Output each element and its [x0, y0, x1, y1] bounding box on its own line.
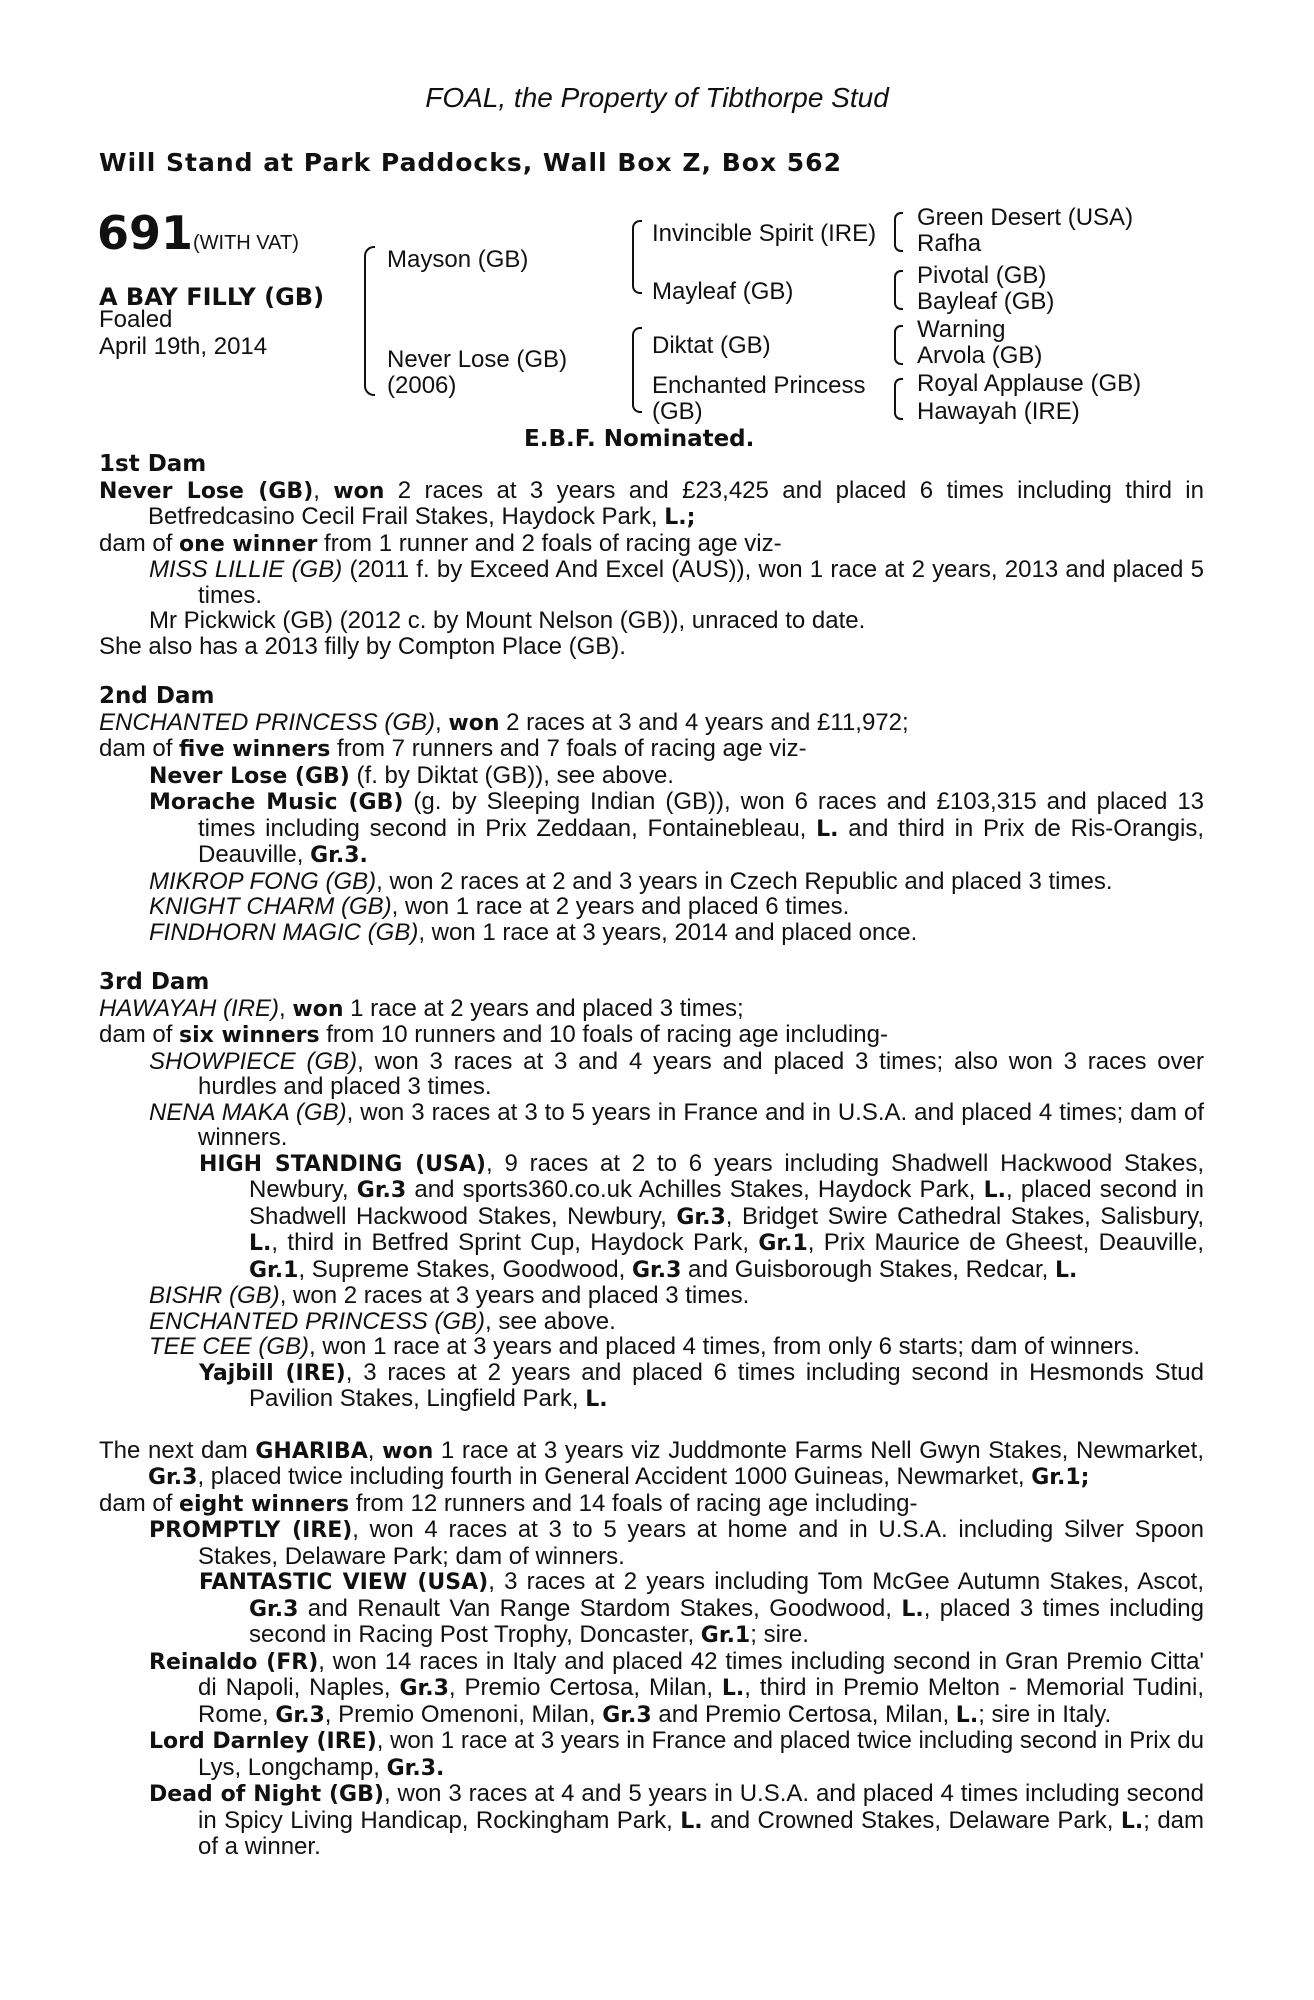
pedigree-sdd: Bayleaf (GB) [917, 288, 1055, 315]
pedigree-dsd: Arvola (GB) [917, 342, 1043, 369]
page-title: FOAL, the Property of Tibthorpe Stud [425, 82, 889, 113]
won-label: won [292, 996, 344, 1022]
horse-record: , won 3 races at 3 to 5 years in France and in U.S.A. and placed 4 times; dam of winners. [198, 1098, 1204, 1151]
horse-record: and Crowned Stakes, Delaware Park, [702, 1806, 1121, 1834]
next-dam-record: The next dam GHARIBA, won 1 race at 3 years viz Juddmonte Farms Nell Gwyn Stakes, Newmarket, Gr.3, placed twice including fourth in General Accident 1000 Guineas, Newmarket, Gr.1; [99, 1436, 1204, 1490]
won-label: won [448, 710, 500, 736]
dd-brace [894, 378, 903, 420]
won-label: won [382, 1438, 434, 1464]
foaled-label: Foaled [99, 306, 173, 333]
pedigree-dds: Royal Applause (GB) [917, 370, 1142, 397]
grade: Gr.1 [758, 1231, 808, 1256]
section-gap [99, 659, 1204, 684]
foal-record: (2011 f. by Exceed And Excel (AUS)), won 1 race at 2 years, 2013 and placed 5 times. [198, 556, 1204, 609]
pedigree-sire-dam: Mayleaf (GB) [652, 278, 794, 305]
record-text: 1 race at 2 years and placed 3 times; [343, 994, 744, 1022]
grade: L. [585, 1387, 608, 1412]
second-dam-produce [99, 736, 1204, 763]
produce-entry [99, 1283, 1204, 1309]
grade: Gr.3 [148, 1465, 198, 1490]
first-dam-heading: 1st Dam [99, 451, 207, 477]
produce-entry [99, 920, 1204, 946]
grade: L. [955, 1702, 979, 1728]
horse-record: , won 3 races at 3 and 4 years and placed 3 times; also won 3 races over hurdles and placed 3 times. [198, 1047, 1204, 1100]
first-dam-foal [99, 557, 1204, 608]
dam-brace [632, 327, 642, 413]
grade: L. [249, 1231, 272, 1256]
pedigree-sire-sire: Invincible Spirit (IRE) [652, 220, 877, 247]
horse-record: , 3 races at 2 years and placed 6 times including second in Hesmonds Stud Pavilion Stakes, Lingfield Park, [249, 1358, 1205, 1412]
horse-record: (f. by Diktat (GB)), see above. [349, 761, 674, 789]
grade: Gr.3. [386, 1755, 445, 1781]
grade: L. [1054, 1257, 1078, 1283]
section-gap [99, 945, 1204, 970]
horse-record: , won 14 races in Italy and placed 42 times including second in Gran Premio Citta' di Napoli, Naples, [198, 1647, 1205, 1701]
second-dam-name: ENCHANTED PRINCESS (GB) [99, 708, 436, 736]
horse-record: and Renault Van Range Stardom Stakes, Goodwood, [298, 1594, 902, 1622]
pedigree-sss: Green Desert (USA) [917, 204, 1134, 231]
grade: Gr.3 [356, 1178, 407, 1203]
horse-name: ENCHANTED PRINCESS (GB) [149, 1307, 486, 1335]
produce-count: eight winners [179, 1491, 350, 1517]
horse-record: , Bridget Swire Cathedral Stakes, Salisbury, [725, 1202, 1204, 1230]
horse-record: , won 4 races at 3 to 5 years at home and in U.S.A. including Silver Spoon Stakes, Delaware Park; dam of winners. [198, 1516, 1204, 1570]
grade: L. [816, 816, 839, 842]
stand-location: Will Stand at Park Paddocks, Wall Box Z, Box 562 [99, 148, 842, 177]
produce-count: one winner [179, 531, 318, 557]
grade: Gr.1 [700, 1623, 751, 1648]
produce-text: dam of [99, 1489, 180, 1517]
horse-record: , won 1 race at 3 years in France and placed twice including second in Prix du Lys, Longchamp, [198, 1727, 1204, 1781]
second-dam-record: ENCHANTED PRINCESS (GB), won 2 races at 3 and 4 years and £11,972; [99, 708, 909, 736]
third-dam-name: HAWAYAH (IRE) [99, 994, 280, 1022]
grade: Gr.3 [399, 1676, 449, 1701]
horse-record: , Premio Omenoni, Milan, [324, 1700, 603, 1728]
first-dam-record-text: 2 races at 3 years and £23,425 and placed 6 times including third in Betfredcasino Cecil Frail Stakes, Haydock Park, [148, 476, 1204, 530]
vat-note: (WITH VAT) [193, 232, 299, 254]
grade: Gr.3 [275, 1702, 325, 1728]
horse-record: , Prix Maurice de Gheest, Deauville, [807, 1229, 1204, 1256]
foal-name: MISS LILLIE (GB) [149, 556, 343, 583]
produce-count: six winners [179, 1023, 320, 1048]
ss-brace [894, 212, 903, 252]
pedigree-brace-lower [364, 331, 375, 396]
horse-record: , third in Premio Melton - Memorial Tudini, Rome, [198, 1674, 1204, 1728]
grade: L. [901, 1596, 924, 1622]
produce-text: from 7 runners and 7 foals of racing age viz- [330, 735, 807, 762]
pedigree-sds: Pivotal (GB) [917, 262, 1047, 289]
horse-record: , won 2 races at 2 and 3 years in Czech Republic and placed 3 times. [376, 867, 1113, 895]
produce-text: dam of [99, 529, 180, 557]
pedigree-ssd: Rafha [917, 230, 982, 257]
first-dam-also: She also has a 2013 filly by Compton Place (GB). [99, 632, 626, 660]
produce-entry [99, 1781, 1204, 1860]
produce-entry [99, 1569, 1204, 1649]
record-text: , placed twice including fourth in General Accident 1000 Guineas, Newmarket, [197, 1463, 1032, 1490]
section-gap [99, 1413, 1204, 1438]
pedigree-dam-dam: Enchanted Princess [652, 372, 866, 399]
produce-text: from 12 runners and 14 foals of racing age including- [349, 1489, 918, 1517]
horse-name: Dead of Night (GB) [149, 1782, 384, 1807]
horse-record: and Premio Certosa, Milan, [651, 1700, 956, 1728]
grade: Gr.3 [249, 1596, 299, 1622]
horse-record: and third in Prix de Ris-Orangis, Deauville, [198, 814, 1204, 868]
produce-entry [99, 1309, 1204, 1335]
pedigree-dam-sire: Diktat (GB) [652, 332, 771, 359]
horse-name: Morache Music (GB) [149, 790, 404, 815]
horse-name: PROMPTLY (IRE) [149, 1518, 353, 1543]
record-text: 2 races at 3 and 4 years and £11,972; [499, 708, 909, 736]
third-dam-record: HAWAYAH (IRE), won 1 race at 2 years and placed 3 times; [99, 994, 744, 1022]
horse-record: , Premio Certosa, Milan, [448, 1674, 722, 1701]
horse-name: MIKROP FONG (GB) [149, 867, 377, 895]
pedigree-ddd: Hawayah (IRE) [917, 398, 1080, 425]
produce-text: dam of [99, 735, 180, 762]
produce-entry [99, 1649, 1204, 1729]
horse-name: Reinaldo (FR) [149, 1649, 319, 1675]
produce-count: five winners [179, 737, 331, 762]
horse-record: , won 2 races at 3 years and placed 3 times. [279, 1282, 750, 1309]
second-dam-heading: 2nd Dam [99, 683, 215, 709]
next-dam-name: GHARIBA [255, 1438, 368, 1464]
sd-brace [894, 270, 903, 310]
next-dam-produce [99, 1491, 1204, 1518]
horse-record: , won 3 races at 4 and 5 years in U.S.A. and placed 4 times including second in Spicy Living Handicap, Rockingham Park, [198, 1780, 1204, 1834]
grade: L. [1120, 1808, 1144, 1834]
next-dam-intro: The next dam [99, 1436, 256, 1464]
produce-entry [99, 1728, 1204, 1781]
horse-name: FINDHORN MAGIC (GB) [149, 918, 419, 946]
produce-entry [99, 1360, 1204, 1413]
grade: L.; [664, 505, 696, 530]
horse-record: , 9 races at 2 to 6 years including Shadwell Hackwood Stakes, Newbury, [249, 1149, 1205, 1203]
produce-entry [99, 763, 1204, 790]
won-label: won [333, 478, 385, 504]
pedigree-dam: Never Lose (GB) [387, 346, 568, 373]
produce-entry [99, 789, 1204, 869]
horse-record: ; dam of a winner. [198, 1806, 1205, 1860]
grade: Gr.1 [249, 1257, 299, 1283]
horse-record: , won 1 race at 3 years and placed 4 times, from only 6 starts; dam of winners. [309, 1333, 1141, 1360]
horse-name: HIGH STANDING (USA) [199, 1151, 486, 1177]
first-dam-produce [99, 531, 1204, 558]
produce-text: from 10 runners and 10 foals of racing age including- [319, 1021, 888, 1048]
horse-record: , see above. [485, 1307, 616, 1335]
horse-name: NENA MAKA (GB) [149, 1098, 347, 1126]
pedigree-sire: Mayson (GB) [387, 246, 529, 273]
first-dam-foal: Mr Pickwick (GB) (2012 c. by Mount Nelson (GB)), unraced to date. [149, 607, 866, 634]
produce-entry [99, 1334, 1204, 1360]
horse-record: , 3 races at 2 years including Tom McGee Autumn Stakes, Ascot, [488, 1568, 1205, 1595]
pedigree-dam-dam-suffix: (GB) [652, 398, 703, 425]
ds-brace [894, 325, 903, 365]
grade: Gr.1; [1031, 1465, 1090, 1490]
horse-record: (g. by Sleeping Indian (GB)), won 6 races and £103,315 and placed 13 times including second in Prix Zeddaan, Fontainebleau, [198, 788, 1205, 842]
lot-name: A BAY FILLY (GB) [99, 283, 325, 311]
catalogue-body [99, 452, 1204, 1860]
sire-brace [632, 220, 642, 294]
first-dam-record: Never Lose (GB), won 2 races at 3 years and £23,425 and placed 6 times including third in Betfredcasino Cecil Frail Stakes, Haydock Park, L.; [99, 476, 1204, 530]
produce-entry [99, 894, 1204, 920]
third-dam-heading: 3rd Dam [99, 969, 210, 995]
horse-name: Yajbill (IRE) [199, 1360, 346, 1386]
third-dam-produce [99, 1022, 1204, 1049]
horse-name: BISHR (GB) [149, 1282, 280, 1309]
produce-entry [99, 1049, 1204, 1100]
first-dam-name: Never Lose (GB) [99, 478, 314, 504]
horse-record: , third in Betfred Sprint Cup, Haydock Park, [271, 1229, 759, 1256]
horse-record: , Supreme Stakes, Goodwood, [298, 1255, 632, 1283]
horse-record: ; sire in Italy. [978, 1700, 1112, 1728]
record-text: 1 race at 3 years viz Juddmonte Farms Nell Gwyn Stakes, Newmarket, [433, 1436, 1204, 1464]
horse-name: Lord Darnley (IRE) [149, 1729, 377, 1754]
horse-record: and sports360.co.uk Achilles Stakes, Haydock Park, [406, 1176, 984, 1203]
grade: Gr.3 [602, 1702, 652, 1728]
horse-name: KNIGHT CHARM (GB) [149, 893, 392, 920]
horse-record: , won 1 race at 2 years and placed 6 times. [391, 893, 850, 920]
horse-record: , won 1 race at 3 years, 2014 and placed once. [418, 918, 918, 946]
pedigree-dss: Warning [917, 316, 1006, 343]
pedigree-brace-upper [364, 246, 375, 333]
grade: L. [721, 1676, 745, 1701]
produce-text: from 1 runner and 2 foals of racing age viz- [317, 529, 782, 557]
grade: Gr.3. [310, 843, 368, 868]
horse-name: SHOWPIECE (GB) [149, 1047, 358, 1075]
foaled-date: April 19th, 2014 [99, 333, 268, 360]
horse-record: , placed 3 times including second in Racing Post Trophy, Doncaster, [249, 1594, 1204, 1648]
produce-entry [99, 1100, 1204, 1151]
lot-number: 691 [97, 206, 194, 260]
horse-record: ; sire. [750, 1621, 809, 1648]
grade: Gr.3 [631, 1257, 682, 1283]
produce-entry [99, 1517, 1204, 1569]
grade: L. [983, 1178, 1007, 1203]
horse-record: and Guisborough Stakes, Redcar, [681, 1255, 1055, 1283]
produce-entry [99, 1151, 1204, 1284]
ebf-nomination: E.B.F. Nominated. [524, 426, 755, 452]
horse-name: FANTASTIC VIEW (USA) [199, 1570, 489, 1595]
pedigree-dam-year: (2006) [387, 372, 457, 399]
grade: Gr.3 [676, 1204, 726, 1230]
horse-name: Never Lose (GB) [149, 763, 350, 789]
produce-entry [99, 869, 1204, 895]
horse-record: , placed second in Shadwell Hackwood Stakes, Newbury, [249, 1176, 1205, 1230]
produce-text: dam of [99, 1021, 180, 1048]
grade: L. [680, 1808, 703, 1834]
horse-name: TEE CEE (GB) [149, 1333, 310, 1360]
